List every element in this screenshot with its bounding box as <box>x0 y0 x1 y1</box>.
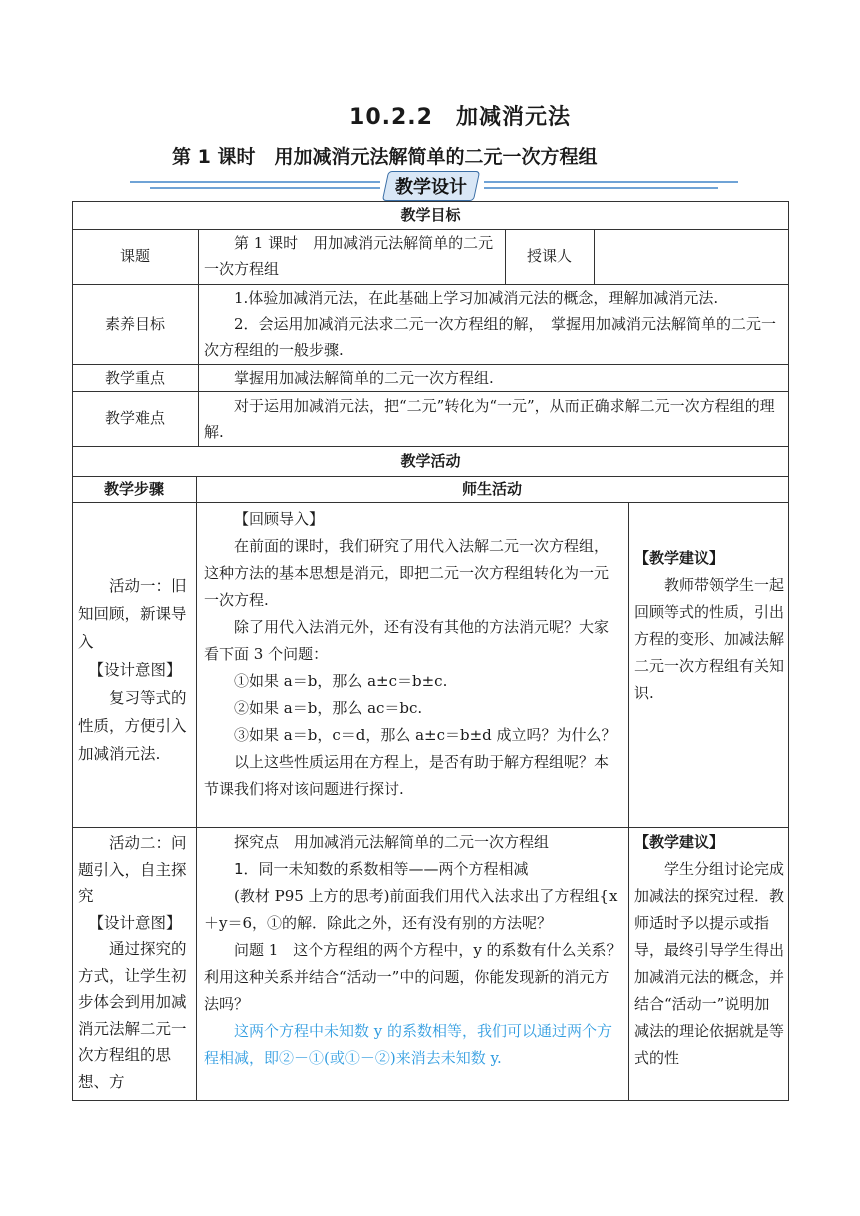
key-value-text: 掌握用加减法解简单的二元一次方程组. <box>234 369 494 387</box>
literacy-item-1: 1.体验加减消元法，在此基础上学习加减消元法的概念，理解加减消元法. <box>234 289 719 307</box>
activity2-text1: (教材 P95 上方的思考)前面我们用代入法求出了方程组{x＋y＝6，①的解．除此之外，还有没有别的方法呢？ <box>204 887 618 932</box>
objectives-heading: 教学目标 <box>400 206 461 224</box>
activity1-step <box>78 572 192 768</box>
table-rule <box>198 229 199 447</box>
table-rule <box>72 391 789 392</box>
activity1-suggest-label: 【教学建议】 <box>634 549 725 567</box>
header-rule-left-1 <box>130 181 380 183</box>
activity1-suggestion <box>634 545 784 707</box>
activity2-intent-label: 【设计意图】 <box>88 913 182 932</box>
literacy-label: 素养目标 <box>104 315 165 333</box>
activity2-answer: 这两个方程中未知数 y 的系数相等，我们可以通过两个方程相减，即②－①(或①－②)来消去未知数 y. <box>204 1022 613 1067</box>
activity1-suggest-text: 教师带领学生一起回顾等式的性质，引出方程的变形、加减法解二元一次方程组有关知识. <box>634 576 785 702</box>
section-badge-label: 教学设计 <box>395 177 467 198</box>
key-value <box>204 365 784 391</box>
literacy-value <box>204 285 784 363</box>
activity1-line: ①如果 a＝b，那么 a±c＝b±c. <box>234 672 448 690</box>
activity2-point: 探究点 用加减消元法解简单的二元一次方程组 <box>234 833 550 851</box>
header-rule-right-2 <box>484 187 718 189</box>
activity2-suggest-text: 学生分组讨论完成加减法的探究过程．教师适时予以提示或指导，最终引导学生得出加减消元法的概念，并结合“活动一”说明加减法的理论依据就是等式的性 <box>634 860 785 1067</box>
col-steps-header: 教学步骤 <box>103 480 164 498</box>
table-rule <box>788 201 789 1101</box>
table-rule <box>72 1100 789 1101</box>
activity1-intent-label: 【设计意图】 <box>88 661 182 679</box>
table-rule <box>594 229 595 285</box>
topic-label: 课题 <box>119 247 150 265</box>
activity1-line: 在前面的课时，我们研究了用代入法解二元一次方程组，这种方法的基本思想是消元，即把二元一次方程组转化为一元一次方程. <box>204 537 610 609</box>
topic-value <box>204 230 500 282</box>
table-rule <box>72 446 789 447</box>
table-rule <box>72 502 789 503</box>
table-rule <box>628 502 629 1101</box>
activity1-line: 【回顾导入】 <box>234 510 325 528</box>
activity2-content <box>204 829 622 1072</box>
lesson-title: 10.2.2 加减消元法 <box>349 105 571 130</box>
table-rule <box>72 827 789 828</box>
difficulty-label: 教学难点 <box>104 409 165 427</box>
header-rule-left-2 <box>150 187 380 189</box>
activity1-line: 除了用代入法消元外，还有没有其他的方法消元呢？大家看下面 3 个问题： <box>204 618 610 663</box>
activity1-line: ③如果 a＝b，c＝d，那么 a±c＝b±d 成立吗？为什么？ <box>234 726 617 744</box>
activity1-intent-text: 复习等式的性质，方便引入加减消元法. <box>78 689 187 763</box>
key-label: 教学重点 <box>104 369 165 387</box>
teacher-label: 授课人 <box>526 247 572 265</box>
activity2-sub1: 1．同一未知数的系数相等——两个方程相减 <box>234 860 529 878</box>
lesson-subtitle: 第 1 课时 用加减消元法解简单的二元一次方程组 <box>172 146 598 168</box>
activities-heading: 教学活动 <box>400 452 461 470</box>
activity2-step <box>78 830 192 1095</box>
activity1-step-title: 活动一：旧知回顾，新课导入 <box>78 577 187 651</box>
table-rule <box>196 476 197 1101</box>
activity1-content <box>204 506 622 803</box>
activity2-question1: 问题 1 这个方程组的两个方程中，y 的系数有什么关系？利用这种关系并结合“活动一”中的问题，你能发现新的消元方法吗？ <box>204 941 622 1013</box>
activity1-line: ②如果 a＝b，那么 ac＝bc. <box>234 699 423 717</box>
activity2-step-title: 活动二：问题引入，自主探究 <box>78 834 187 905</box>
topic-value-text: 第 1 课时 用加减消元法解简单的二元一次方程组 <box>204 234 494 278</box>
literacy-item-2: 2．会运用加减消元法求二元一次方程组的解， 掌握用加减消元法解简单的二元一次方程组的一般步骤. <box>204 315 777 359</box>
activity2-suggest-label: 【教学建议】 <box>634 833 725 851</box>
activity2-suggestion <box>634 829 784 1072</box>
activity1-line: 以上这些性质运用在方程上，是否有助于解方程组呢？本节课我们将对该问题进行探讨. <box>204 753 610 798</box>
header-rule-right-1 <box>484 181 738 183</box>
activity2-intent-text: 通过探究的方式，让学生初步体会到用加减消元法解二元一次方程组的思想、方 <box>78 940 187 1091</box>
col-activity-header: 师生活动 <box>461 480 522 498</box>
difficulty-value-text: 对于运用加减消元法，把“二元”转化为“一元”，从而正确求解二元一次方程组的理解. <box>204 397 775 441</box>
difficulty-value <box>204 393 784 445</box>
